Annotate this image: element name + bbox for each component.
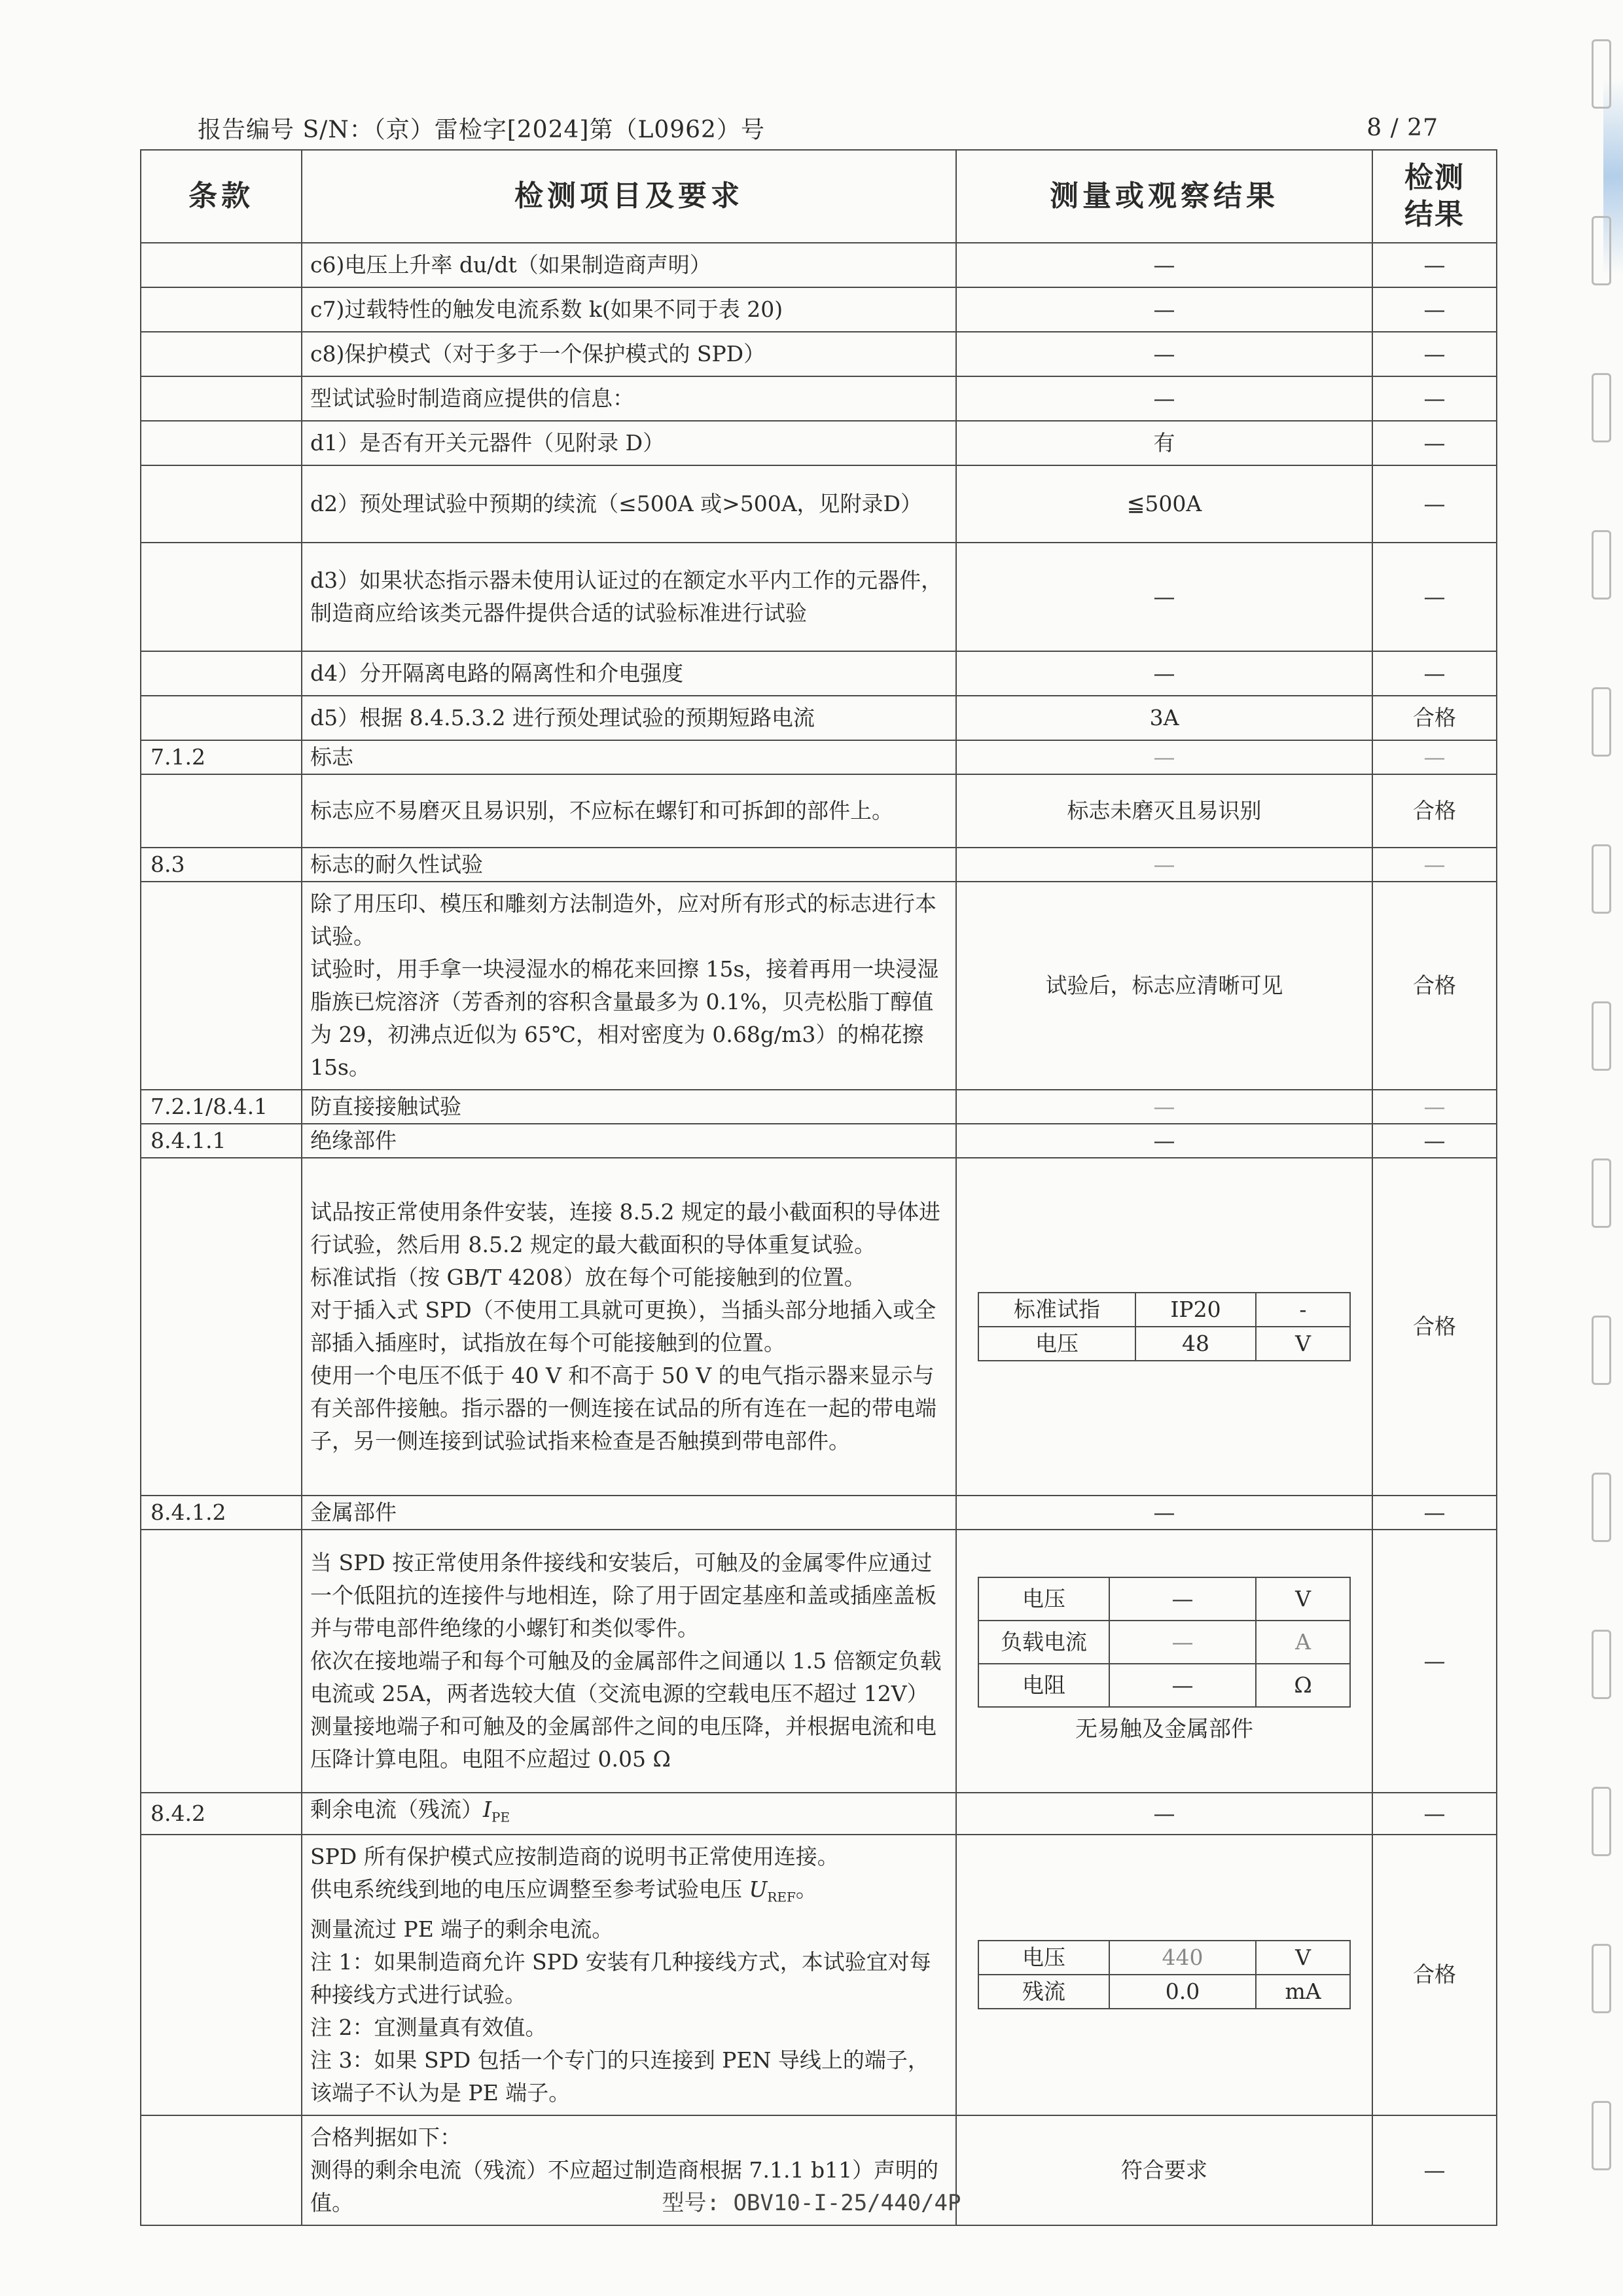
verdict-cell: — [1372,1530,1497,1793]
paragraph: 测得的剩余电流（残流）不应超过制造商根据 7.1.1 b11）声明的值。 [310,2157,939,2216]
verdict-cell: — [1372,376,1497,421]
binder-hole [1592,1944,1611,2013]
result-cell [956,1530,1372,1793]
table-row [141,421,1497,465]
item-cell: c7)过载特性的触发电流系数 k(如果不同于表 20) [302,287,956,332]
verdict-cell: — [1372,1496,1497,1530]
measurement-table [978,1577,1351,1708]
result-cell [956,1835,1372,2116]
binder-hole [1592,530,1611,600]
measurement-unit: mA [1256,1975,1350,2009]
result-cell: — [956,1124,1372,1158]
item-cell [302,882,956,1090]
verdict-cell: — [1372,1124,1497,1158]
table-row [141,287,1497,332]
result-cell: 3A [956,696,1372,740]
measurement-table [978,1940,1351,2009]
binder-hole [1592,1001,1611,1071]
paragraph: 测量流过 PE 端子的剩余电流。 [310,1916,614,1943]
measurement-value: — [1109,1621,1256,1664]
paragraph: 对于插入式 SPD（不使用工具就可更换），当插头部分地插入或全部插入插座时，试指放在每个可能接触到的位置。 [310,1297,936,1355]
result-cell: — [956,1090,1372,1124]
col-verdict-header: 检测 结果 [1372,150,1497,243]
paragraph: 除了用压印、模压和雕刻方法制造外，应对所有形式的标志进行本试验。 [310,891,936,949]
clause-cell: 7.2.1/8.4.1 [141,1090,302,1124]
result-cell: — [956,651,1372,696]
item-cell [302,1530,956,1793]
verdict-cell: 合格 [1372,882,1497,1090]
table-row [141,1793,1497,1835]
measurement-unit: V [1256,1577,1350,1621]
item-cell: c6)电压上升率 du/dt（如果制造商声明） [302,243,956,287]
result-cell [956,1158,1372,1496]
clause-cell [141,543,302,651]
table-header-row [141,150,1497,243]
verdict-cell: — [1372,1090,1497,1124]
verdict-cell: — [1372,1793,1497,1835]
table-row [141,243,1497,287]
measurement-table [978,1292,1351,1361]
item-cell: d4）分开隔离电路的隔离性和介电强度 [302,651,956,696]
verdict-cell: — [1372,848,1497,882]
verdict-cell: — [1372,287,1497,332]
paragraph: 注 1：如果制造商允许 SPD 安装有几种接线方式，本试验宜对每种接线方式进行试验。 [310,1949,931,2008]
result-cell: — [956,543,1372,651]
table-row [141,1496,1497,1530]
table-row [141,332,1497,376]
clause-cell [141,287,302,332]
clause-cell [141,465,302,543]
table-row [141,1090,1497,1124]
paragraph: 当 SPD 按正常使用条件接线和安装后，可触及的金属零件应通过一个低阻抗的连接件与地相连，除了用于固定基座和盖或插座盖板并与带电部件绝缘的小螺钉和类似零件。 [310,1550,936,1641]
measurement-unit: - [1256,1293,1350,1327]
measurement-value: IP20 [1135,1293,1256,1327]
table-row [141,774,1497,848]
measurement-label: 负载电流 [978,1621,1109,1664]
result-cell: — [956,376,1372,421]
measurement-row [978,1293,1350,1327]
result-cell: 标志未磨灭且易识别 [956,774,1372,848]
binder-hole [1592,1158,1611,1228]
item-cell: 绝缘部件 [302,1124,956,1158]
report-number: 报告编号 S/N：（京）雷检字[2024]第（L0962）号 [198,116,765,143]
item-cell [302,1835,956,2116]
paragraph: 注 3：如果 SPD 包括一个专门的只连接到 PEN 导线上的端子，该端子不认为是 PE 端子。 [310,2047,929,2106]
verdict-cell: — [1372,2115,1497,2225]
col-clause-header: 条款 [141,150,302,243]
measurement-value: 48 [1135,1327,1256,1361]
table-row [141,882,1497,1090]
paragraph: 依次在接地端子和每个可触及的金属部件之间通以 1.5 倍额定负载电流或 25A，两者选较大值（交流电源的空载电压不超过 12V）测量接地端子和可触及的金属部件之间的电压降，并根据电流和电压降计算电阻。电阻不应超过 0.05 Ω [310,1648,942,1772]
verdict-cell: — [1372,332,1497,376]
verdict-cell: 合格 [1372,774,1497,848]
report-page [140,149,1496,2226]
binder-hole [1592,39,1611,109]
item-cell: 金属部件 [302,1496,956,1530]
measurement-value: 0.0 [1109,1975,1256,2009]
item-cell: d5）根据 8.4.5.3.2 进行预处理试验的预期短路电流 [302,696,956,740]
item-cell: c8)保护模式（对于多于一个保护模式的 SPD） [302,332,956,376]
measurement-unit: Ω [1256,1664,1350,1707]
binder-hole [1592,1473,1611,1542]
result-cell: — [956,740,1372,774]
table-row [141,1835,1497,2116]
binder-hole [1592,1630,1611,1699]
paragraph: SPD 所有保护模式应按制造商的说明书正常使用连接。 [310,1843,839,1869]
measurement-label: 残流 [978,1975,1109,2009]
paragraph: 标准试指（按 GB/T 4208）放在每个可能接触到的位置。 [310,1265,866,1290]
clause-cell [141,421,302,465]
page-header [198,111,1438,144]
col-result-header: 测量或观察结果 [956,150,1372,243]
item-cell: 型试试验时制造商应提供的信息： [302,376,956,421]
measurement-value: 440 [1109,1941,1256,1975]
symbol: I [483,1797,492,1822]
result-cell: — [956,287,1372,332]
verdict-cell: 合格 [1372,1835,1497,2116]
verdict-cell: — [1372,421,1497,465]
measurement-unit: V [1256,1327,1350,1361]
table-row [141,848,1497,882]
measurement-value: — [1109,1664,1256,1707]
clause-cell [141,1530,302,1793]
paragraph: 注 2：宜测量真有效值。 [310,2015,547,2041]
table-row [141,696,1497,740]
verdict-cell: — [1372,651,1497,696]
clause-cell: 8.3 [141,848,302,882]
paragraph: 试品按正常使用条件安装，连接 8.5.2 规定的最小截面积的导体进行试验，然后用 8.5.2 规定的最大截面积的导体重复试验。 [310,1199,940,1257]
result-cell: — [956,243,1372,287]
item-cell [302,1158,956,1496]
clause-cell [141,243,302,287]
measurement-row [978,1327,1350,1361]
symbol-subscript: PE [491,1809,510,1825]
measurement-label: 电压 [978,1941,1109,1975]
result-cell: 符合要求 [956,2115,1372,2225]
table-row [141,740,1497,774]
result-cell: 有 [956,421,1372,465]
clause-cell: 7.1.2 [141,740,302,774]
measurement-label: 标准试指 [978,1293,1135,1327]
measurement-value: — [1109,1577,1256,1621]
measurement-row [978,1664,1350,1707]
binder-hole [1592,1787,1611,1856]
col-item-header: 检测项目及要求 [302,150,956,243]
item-cell: 标志应不易磨灭且易识别，不应标在螺钉和可拆卸的部件上。 [302,774,956,848]
table-row [141,651,1497,696]
item-cell: 标志 [302,740,956,774]
symbol-subscript: REF [767,1889,796,1905]
verdict-cell: — [1372,740,1497,774]
measurement-row [978,1621,1350,1664]
measurement-note: 无易触及金属部件 [1075,1716,1253,1742]
binder-hole [1592,687,1611,757]
item-cell: 标志的耐久性试验 [302,848,956,882]
model-footer: 型号: OBV10-I-25/440/4P [662,2190,961,2216]
binder-hole [1592,844,1611,914]
result-cell: — [956,1793,1372,1835]
table-row [141,465,1497,543]
measurement-row [978,1975,1350,2009]
verdict-cell: — [1372,465,1497,543]
clause-cell [141,1158,302,1496]
binder-hole [1592,1316,1611,1385]
result-cell: — [956,332,1372,376]
table-row [141,376,1497,421]
item-cell: d3）如果状态指示器未使用认证过的在额定水平内工作的元器件，制造商应给该类元器件提供合适的试验标准进行试验 [302,543,956,651]
paragraph: 使用一个电压不低于 40 V 和不高于 50 V 的电气指示器来显示与有关部件接触。指示器的一侧连接在试品的所有连在一起的带电端子，另一侧连接到试验试指来检查是否触摸到带电部件。 [310,1363,936,1454]
measurement-unit: V [1256,1941,1350,1975]
binder-hole [1592,373,1611,442]
clause-cell [141,332,302,376]
measurement-label: 电压 [978,1577,1109,1621]
result-cell: 试验后，标志应清晰可见 [956,882,1372,1090]
result-cell: — [956,848,1372,882]
item-cell: 剩余电流（残流）$I_{PE}$ [302,1793,956,1835]
item-cell: d2）预处理试验中预期的续流（≤500A 或>500A，见附录D） [302,465,956,543]
table-row [141,543,1497,651]
measurement-row [978,1941,1350,1975]
result-cell: ≦500A [956,465,1372,543]
page-number: 8 / 27 [1366,114,1438,141]
table-row [141,1530,1497,1793]
item-cell: d1）是否有开关元器件（见附录 D） [302,421,956,465]
binder-hole [1592,216,1611,285]
verdict-cell: 合格 [1372,1158,1497,1496]
binder-hole [1592,2101,1611,2170]
measurement-label: 电压 [978,1327,1135,1361]
result-cell: — [956,1496,1372,1530]
clause-cell [141,376,302,421]
table-row [141,1158,1497,1496]
clause-cell: 8.4.1.1 [141,1124,302,1158]
verdict-cell: — [1372,243,1497,287]
test-table [140,149,1497,2226]
verdict-cell: — [1372,543,1497,651]
measurement-row [978,1577,1350,1621]
verdict-cell: 合格 [1372,696,1497,740]
symbol: U [749,1876,768,1902]
clause-cell [141,1835,302,2116]
paragraph: 合格判据如下： [310,2125,461,2151]
clause-cell: 8.4.1.2 [141,1496,302,1530]
paragraph: 供电系统线到地的电压应调整至参考试验电压 $U_{REF}$。 [310,1876,817,1905]
measurement-unit: A [1256,1621,1350,1664]
clause-cell [141,696,302,740]
clause-cell: 8.4.2 [141,1793,302,1835]
measurement-label: 电阻 [978,1664,1109,1707]
clause-cell [141,774,302,848]
paragraph: 试验时，用手拿一块浸湿水的棉花来回擦 15s，接着再用一块浸湿脂族已烷溶济（芳香剂的容积含量最多为 0.1%，贝壳松脂丁醇值为 29，初沸点近似为 65℃，相对密度为 0.68g/m3）的棉花擦 15s。 [310,956,939,1080]
item-cell: 防直接接触试验 [302,1090,956,1124]
clause-cell [141,651,302,696]
clause-cell [141,882,302,1090]
table-row [141,1124,1497,1158]
